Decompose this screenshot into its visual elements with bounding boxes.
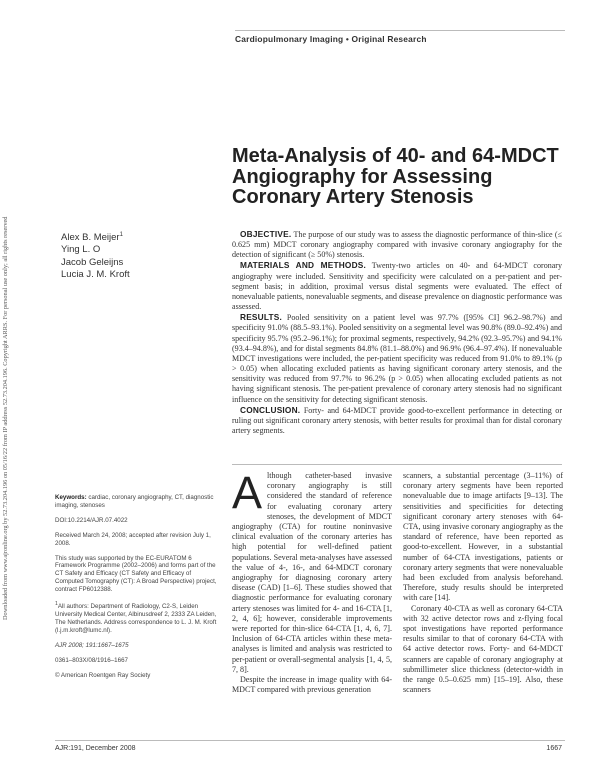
footer-rule — [55, 740, 565, 741]
abstract-divider — [232, 464, 562, 465]
header-rule — [235, 30, 565, 31]
article-metadata — [55, 494, 220, 686]
abstract-conclusion: CONCLUSION. Forty- and 64-MDCT provide good-to-excellent performance in detecting or ruling out significant coronary artery stenosis, with better results for proximal than for distal coronary artery segments. — [232, 404, 562, 435]
author-superscript: 1 — [119, 232, 123, 238]
download-notice — [2, 190, 16, 620]
page-number: 1667 — [546, 745, 562, 752]
issn: 0361–803X/08/1916–1667 — [55, 656, 128, 664]
download-notice-text: Downloaded from www.ajronline.org by 52.73.204.196 on 05/16/22 from IP address 52.73.204.196. Copyright ARRS. For personal use only; all rights reserved — [2, 216, 9, 620]
author: Ying L. O — [61, 244, 101, 256]
author-list — [61, 229, 221, 281]
copyright: © American Roentgen Ray Society — [55, 671, 151, 679]
author: Jacob Geleijns — [61, 256, 124, 268]
affiliation: $^1$All authors: Department of Radiology, C2-S, Leiden University Medical Center, Albinusdreef 2, 2333 ZA Leiden, The Netherlands. Address correspondence to L. J. M. Kroft (l.j.m.kroft@lumc.nl). — [55, 601, 217, 634]
citation: AJR 2008; 191:1667–1675 — [55, 641, 129, 649]
abstract-results: RESULTS. Pooled sensitivity on a patient level was 97.7% ([95% CI] 96.2–98.7%) and specificity 91.0% (88.5–93.1%). Pooled sensitivity on a segmental level was 90.8% (89.0–92.4%) and specificity 95.7% (95.2–96.1%); for proximal segments, respectively, 94.2% (92.3–95.7%) and 94.1% (93.4–94.8%), and for distal segments 84.8% (81.1–88.0%) and 96.9% (96.4–97.4%). If nonevaluable MDCT investigations were included, the per-patient specificity was reduced from 91.0% to 89.1% (p > 0.05) when allocating excluded patients as having significant coronary artery stenosis, and the sensitivity was reduced from 97.7% to 96.2% (p > 0.05) when allocating excluded patients as not having significant stenosis. The per-patient prevalence of coronary artery stenosis had no significant influence on the sensitivity for detecting significant stenosis. — [232, 312, 562, 404]
drop-cap: A — [232, 467, 263, 518]
abstract-methods: MATERIALS AND METHODS. Twenty-two articles on 40- and 64-MDCT coronary angiography were included. Sensitivity and specificity were calculated on a per-patient and per-segment basis; in addition, proximal versus distal segments were evaluated. The effect of nonevaluable patients, nonevaluable segments, and disease prevalence on diagnostic performance was assessed. — [232, 260, 563, 312]
body-paragraph: Despite the increase in image quality with 64-MDCT compared with previous generation — [232, 675, 392, 695]
author: Lucia J. M. Kroft — [61, 268, 130, 280]
body-column-1 — [232, 467, 392, 695]
journal-issue: AJR:191, December 2008 — [55, 745, 136, 752]
received-date: Received March 24, 2008; accepted after revision July 1, 2008. — [55, 531, 211, 547]
section-header: Cardiopulmonary Imaging • Original Research — [235, 34, 427, 44]
body-paragraph: Coronary 40-CTA as well as coronary 64-CTA with 32 active detector rows and z-flying focal spot investigations have reported performance results similar to that of coronary 64-CTA with 64 active detector rows. Forty- and 64-MDCT scanners are capable of coronary angiography at submillimeter slice thickness (detector-width in the range 0.5–0.625 mm) [15–19]. Also, these scanners — [403, 603, 563, 695]
intro-paragraph: Although catheter-based invasive coronary angiography is still considered the standard of reference for evaluating coronary artery stenoses, the development of MDCT angiography (CTA) for routine noninvasive clinical evaluation of the coronary arteries has high potential for well-defined patient populations. Several meta-analyses have assessed the value of 4-, 16-, and 64-MDCT coronary angiography for diagnosing coronary artery disease (CAD) [1–6]. These studies showed that diagnostic performance for evaluating coronary artery stenoses was limited for 4- and 16-CTA [1, 2, 4, 6]; however, considerable improvements were reported for thin-slice 64-CTA [1, 4, 6, 7]. Inclusion of 64-CTA articles within these meta-analyses is limited and analysis was restricted to per-patient or overall-segmental analysis [1, 4, 5, 7, 8]. — [232, 467, 392, 674]
article-title: Meta-Analysis of 40- and 64-MDCT Angiography for Assessing Coronary Artery Stenosis — [232, 145, 559, 209]
keywords: Keywords: cardiac, coronary angiography, CT, diagnostic imaging, stenoses — [55, 494, 214, 509]
body-column-2 — [403, 471, 563, 695]
author: Alex B. Meijer$^1$ — [61, 232, 123, 244]
abstract — [232, 229, 562, 436]
funding-note: This study was supported by the EC-EURATOM 6 Framework Programme (2002–2006) and forms part of the CT Safety and Efficacy (CT Safety and Efficacy of Computed Tomography (CT): A Broad Perspective) project, contract FP6012388. — [55, 554, 217, 594]
abstract-objective: OBJECTIVE. The purpose of our study was to assess the diagnostic performance of thin-slice (≤ 0.625 mm) MDCT coronary angiography compared with invasive coronary angiography for the detection of significant (≥ 50%) stenosis. — [232, 229, 562, 260]
body-paragraph: scanners, a substantial percentage (3–11%) of coronary artery segments have been reported nonevaluable due to image artifacts [9–13]. The sensitivities and specificities for detecting significant coronary artery stenoses with 64-CTA, using invasive coronary angiography as the standard of reference, have been reported as good-to-excellent. However, in a substantial number of 64-CTA investigations, patients or coronary artery segments that were nonevaluable had been excluded from analysis beforehand. Therefore, study results should be interpreted with care [14]. — [403, 471, 563, 603]
doi: DOI:10.2214/AJR.07.4022 — [55, 516, 128, 524]
